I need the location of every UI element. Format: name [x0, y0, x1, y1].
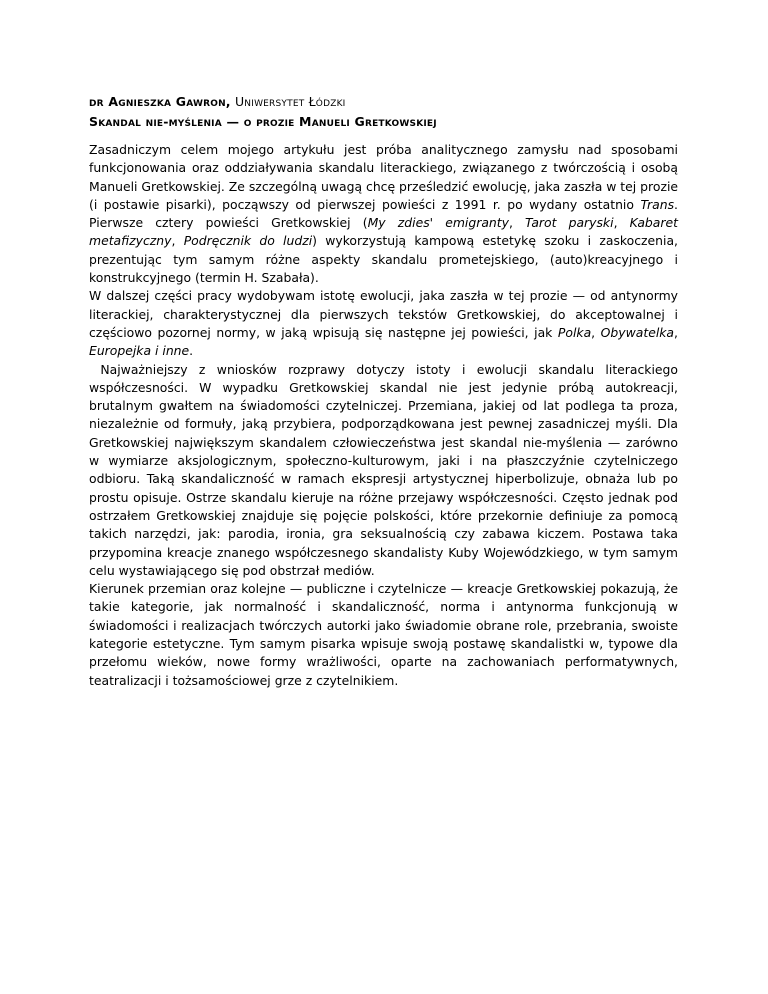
italic-title-text: Polka: [557, 324, 592, 340]
paragraph-text: Kierunek przemian oraz kolejne — publiczne i czytelnicze — kreacje Gretkowskiej pokazują, że takie kategorie, jak normalność i skandaliczność, norma i antynorma funkcjonują w świadomości i realizacjach twórczych autorki jako świadomie obrane role, przebrania, swoiste kategorie estetyczne. Tym samym pisarka wpisuje swoją postawę skandalistki w, typowe dla przełomu wieków, nowe formy wrażliwości, oparte na zachowaniach performatywnych, teatralizacji i tożsamościowej grze z czytelnikiem.: [89, 581, 678, 688]
paragraph-text: .: [189, 343, 194, 359]
author-line: [89, 92, 689, 112]
paragraph: [89, 580, 678, 690]
document-body: [89, 141, 678, 690]
italic-title-text: Trans: [640, 196, 675, 212]
paragraph-text: ) wykorzystują kampową estetykę szoku i zaskoczenia, prezentując tym samym różne aspekty skandalu prometejskiego, (auto)kreacyjnego i konstrukcyjnego (termin H. Szabała).: [89, 233, 678, 286]
paragraph-text: ,: [171, 233, 184, 249]
paragraph-text: ,: [591, 324, 601, 340]
paragraph-text: ,: [674, 324, 678, 340]
italic-title-text: My zdies' emigranty: [367, 215, 509, 231]
paragraph-text: ,: [508, 215, 526, 231]
italic-title-text: Tarot paryski: [525, 215, 614, 231]
paragraph: [89, 287, 678, 360]
author-name: dr Agnieszka Gawron,: [89, 94, 231, 109]
paragraph: [89, 361, 678, 581]
paragraph: [89, 141, 678, 287]
paragraph-text: . Pierwsze cztery powieści Gretkowskiej (: [89, 196, 678, 231]
italic-title-text: Podręcznik do ludzi: [183, 233, 313, 249]
paragraph-text: Zasadniczym celem mojego artykułu jest próba analitycznego zamysłu nad sposobami funkcjonowania oraz oddziaływania skandalu literackiego, związanego z twórczością i osobą Manueli Gretkowskiej. Ze szczególną uwagą chcę prześledzić ewolucję, jaka zaszła w tej prozie (i postawie pisarki), począwszy od pierwszej powieści z 1991 r. po wydany ostatnio: [89, 142, 679, 212]
italic-title-text: Europejka i inne: [89, 343, 190, 359]
document-title: Skandal nie-myślenia — o prozie Manueli Gretkowskiej: [89, 114, 437, 129]
italic-title-text: Kabaret metafizyczny: [89, 215, 678, 249]
paragraph-text: ,: [613, 215, 630, 231]
document-header: [89, 92, 689, 132]
author-affiliation: Uniwersytet Łódzki: [230, 94, 346, 109]
paragraph-text: Najważniejszy z wniosków rozprawy dotyczy istoty i ewolucji skandalu literackiego współczesności. W wypadku Gretkowskiej skandal nie jest jedynie próbą autokreacji, brutalnym gwałtem na świadomości czytelniczej. Przemiana, jakiej od lat podlega ta proza, niezależnie od formuły, jaką przybiera, podporządkowana jest pewnej zasadniczej myśli. Dla Gretkowskiej największym skandalem człowieczeństwa jest skandal nie-myślenia — zarówno w wymiarze aksjologicznym, społeczno-kulturowym, jaki i na płaszczyźnie czytelniczego odbioru. Taką skandaliczność w ramach ekspresji artystycznej hiperbolizuje, obnaża lub po prostu opisuje. Ostrze skandalu kieruje na różne przejawy współczesności. Często jednak pod ostrzałem Gretkowskiej znajduje się pojęcie polskości, które przekornie definiuje za pomocą takich narzędzi, jak: parodia, ironia, gra seksualnością czy zabawa kiczem. Postawa taka przypomina kreacje znanego współczesnego skandalisty Kuby Wojewódzkiego, w tym samym celu wystawiającego się pod obstrzał mediów.: [89, 361, 678, 578]
paragraph-text: W dalszej części pracy wydobywam istotę ewolucji, jaka zaszła w tej prozie — od antynormy literackiej, charakterystycznej dla pierwszych tekstów Gretkowskiej, do akceptowalnej i częściowo pozornej normy, w jaką wpisują się następne jej powieści, jak: [89, 288, 678, 340]
italic-title-text: Obywatelka: [600, 324, 675, 340]
